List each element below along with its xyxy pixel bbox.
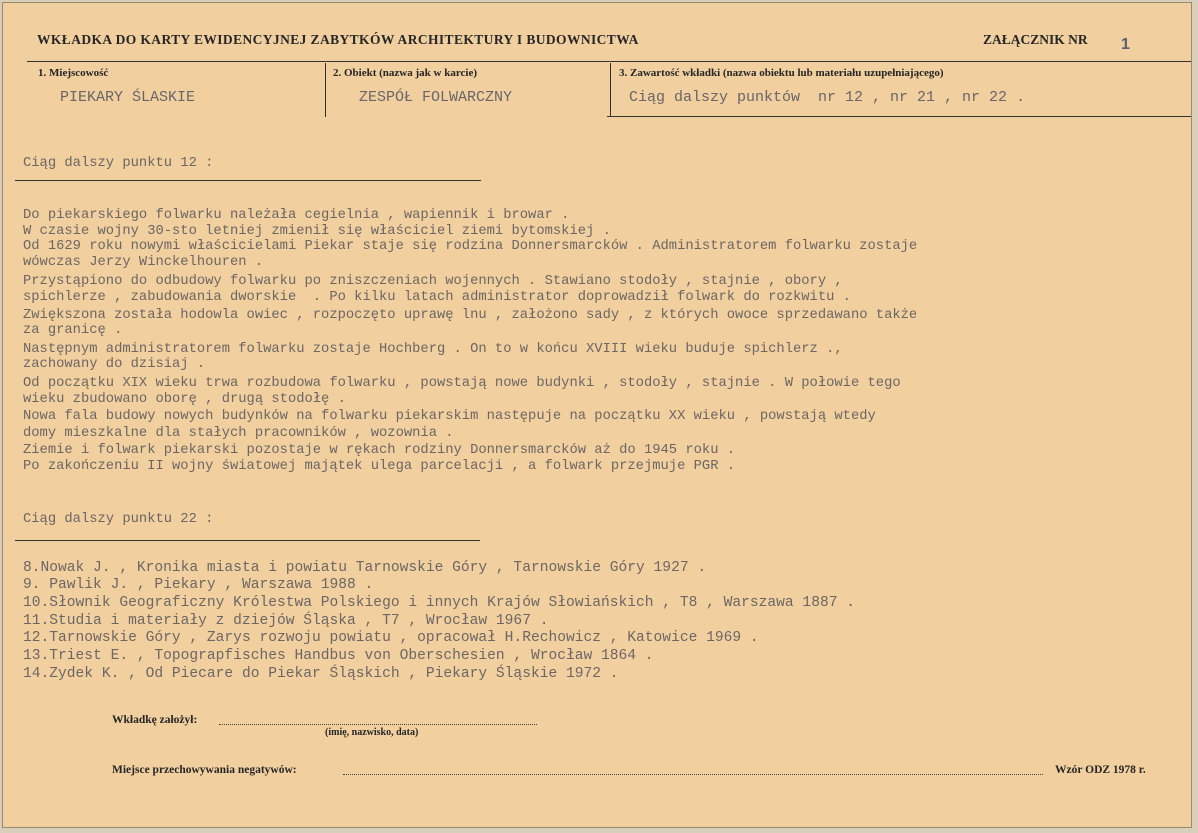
history-line: spichlerze , zabudowania dworskie . Po kilku latach administrator doprowadził folwark do rozkwitu .: [23, 290, 851, 305]
author-hint: (imię, nazwisko, data): [325, 727, 419, 738]
history-line: Nowa fala budowy nowych budynków na folwarku piekarskim następuje na początku XX wieku , powstają wtedy: [23, 409, 876, 425]
card-title: WKŁADKA DO KARTY EWIDENCYJNEJ ZABYTKÓW ARCHITEKTURY I BUDOWNICTWA: [37, 32, 639, 47]
section-22-underline: [15, 540, 480, 541]
form-id: Wzór ODZ 1978 r.: [1055, 764, 1146, 776]
content-value: Ciąg dalszy punktów nr 12 , nr 21 , nr 22 .: [629, 89, 1026, 106]
field-divider-2: [610, 63, 611, 117]
history-line: Przystąpiono do odbudowy folwarku po zniszczeniach wojennych . Stawiano stodoły , stajnie , obory ,: [23, 274, 843, 290]
history-line: W czasie wojny 30-sto letniej zmienił się właściciel ziemi bytomskiej .: [23, 223, 611, 239]
reference-item: 11.Studia i materiały z dziejów Śląska , T7 , Wrocław 1967 .: [23, 613, 549, 629]
negatives-location-line: [343, 774, 1043, 775]
history-line: wieku zbudowano oborę , drugą stodołę .: [23, 391, 346, 407]
history-line: Następnym administratorem folwarku zostaje Hochberg . On to w końcu XVIII wieku buduje spichlerz .,: [23, 341, 843, 357]
header-rule-top: [27, 61, 1191, 62]
section-12-underline: [15, 180, 481, 181]
reference-item: 9. Pawlik J. , Piekary , Warszawa 1988 .: [23, 577, 374, 593]
negatives-label: Miejsce przechowywania negatywów:: [112, 764, 297, 776]
inventory-card-insert: [2, 2, 1192, 828]
history-line: Od 1629 roku nowymi właścicielami Piekar staje się rodzina Donnersmarcków . Administratorem folwarku zostaje: [23, 239, 918, 255]
object-label: 2. Obiekt (nazwa jak w karcie): [333, 67, 478, 79]
reference-item: 12.Tarnowskie Góry , Zarys rozwoju powiatu , opracował H.Rechowicz , Katowice 1969 .: [23, 630, 759, 646]
reference-item: 10.Słownik Geograficzny Królestwa Polskiego i innych Krajów Słowiańskich , T8 , Warszawa 1887 .: [23, 595, 855, 611]
history-line: Do piekarskiego folwarku należała cegielnia , wapiennik i browar .: [23, 208, 570, 223]
section-22-heading: Ciąg dalszy punktu 22 :: [23, 512, 214, 527]
reference-item: 14.Zydek K. , Od Piecare do Piekar Śląskich , Piekary Śląskie 1972 .: [23, 666, 619, 682]
history-line: za granicę .: [23, 323, 123, 339]
annex-number: 1: [1121, 36, 1130, 53]
locality-value: PIEKARY ŚLASKIE: [60, 89, 196, 106]
author-label: Wkładkę założył:: [112, 714, 198, 726]
reference-item: 13.Triest E. , Topograpfisches Handbus von Oberschesien , Wrocław 1864 .: [23, 648, 654, 664]
content-label: 3. Zawartość wkładki (nazwa obiektu lub materiału uzupełniającego): [619, 67, 944, 79]
section-12-heading: Ciąg dalszy punktu 12 :: [23, 156, 214, 171]
locality-label: 1. Miejscowość: [38, 67, 109, 79]
history-line: Od początku XIX wieku trwa rozbudowa folwarku , powstają nowe budynki , stodoły , stajnie . W połowie tego: [23, 376, 901, 391]
author-signature-line: [219, 724, 537, 725]
reference-item: 8.Nowak J. , Kronika miasta i powiatu Tarnowskie Góry , Tarnowskie Góry 1927 .: [23, 560, 707, 576]
history-line: zachowany do dzisiaj .: [23, 357, 206, 373]
history-line: Zwiększona została hodowla owiec , rozpoczęto uprawę lnu , założono sady , z których owoce sprzedawano także: [23, 307, 918, 323]
history-line: domy mieszkalne dla stałych pracowników , wozownia .: [23, 425, 454, 441]
field-divider-1: [325, 63, 326, 117]
history-line: Po zakończeniu II wojny światowej majątek ulega parcelacji , a folwark przejmuje PGR .: [23, 459, 736, 474]
history-line: wówczas Jerzy Winckelhouren .: [23, 254, 264, 270]
annex-label: ZAŁĄCZNIK NR: [983, 32, 1088, 47]
content-field-underline: [607, 116, 1192, 117]
history-line: Ziemie i folwark piekarski pozostaje w rękach rodziny Donnersmarcków aż do 1945 roku .: [23, 443, 736, 459]
object-value: ZESPÓŁ FOLWARCZNY: [359, 89, 513, 106]
